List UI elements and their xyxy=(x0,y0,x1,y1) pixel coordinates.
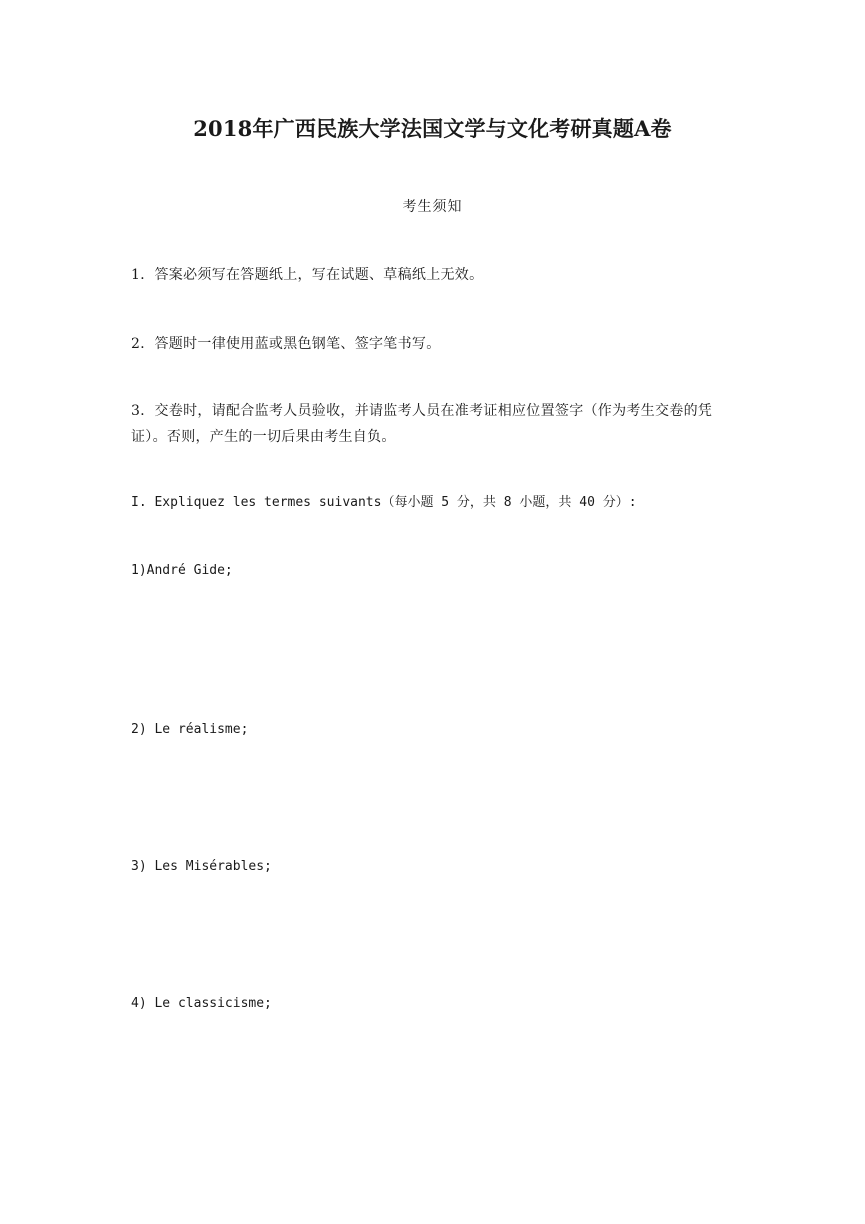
question-item-2: 2) Le réalisme; xyxy=(131,722,249,737)
question-item-1: 1)André Gide; xyxy=(131,563,233,578)
notice-heading: 考生须知 xyxy=(402,199,463,215)
section-1-heading: I. Expliquez les termes suivants（每小题 5 分，共 8 小题，共 40 分）: xyxy=(131,495,637,510)
notice-item-3: 3．交卷时，请配合监考人员验收，并请监考人员在准考证相应位置签字（作为考生交卷的凭证）。否则，产生的一切后果由考生自负。 xyxy=(131,403,713,445)
question-item-4: 4) Le classicisme; xyxy=(131,996,272,1011)
notice-item-1: 1．答案必须写在答题纸上，写在试题、草稿纸上无效。 xyxy=(131,267,484,283)
question-item-3: 3) Les Misérables; xyxy=(131,859,272,874)
document-title: 2018年广西民族大学法国文学与文化考研真题A卷 xyxy=(193,116,672,141)
notice-item-2: 2．答题时一律使用蓝或黑色钢笔、签字笔书写。 xyxy=(131,336,441,352)
